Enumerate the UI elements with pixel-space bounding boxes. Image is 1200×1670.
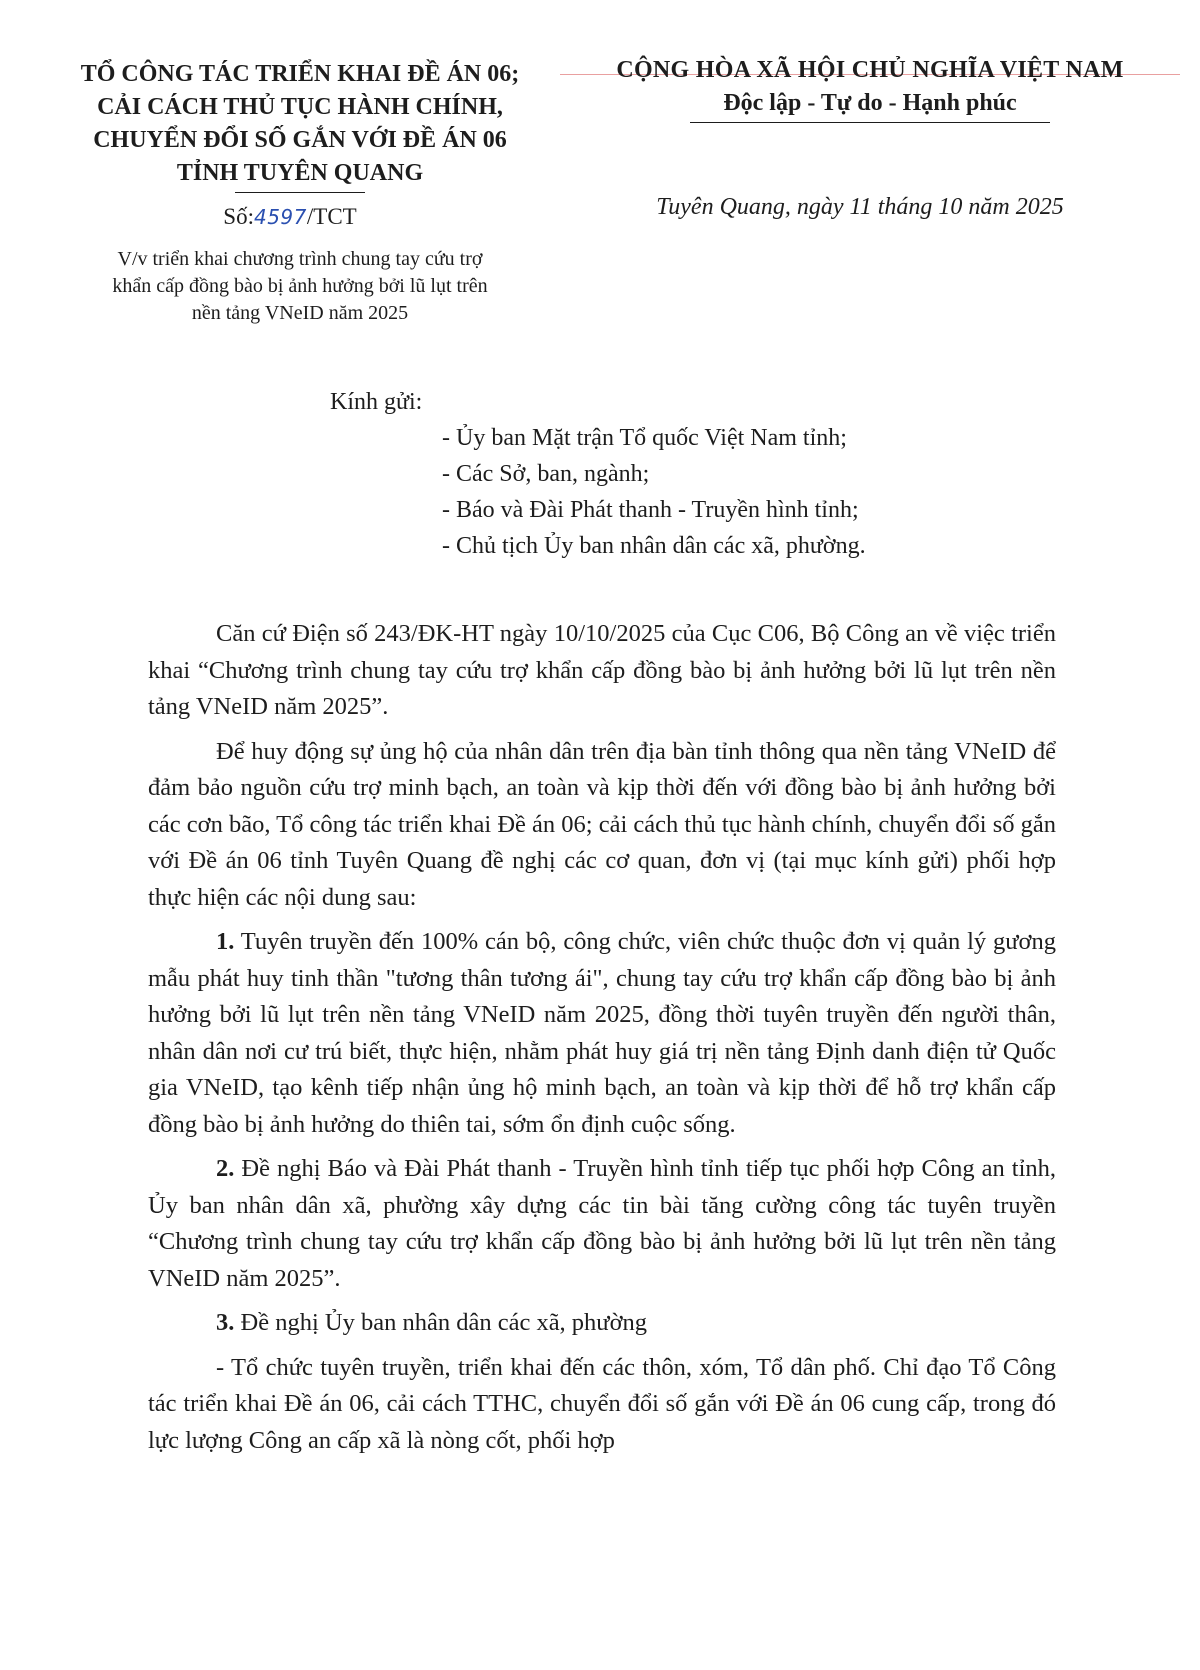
number-suffix: /TCT — [306, 204, 357, 229]
number-handwritten: 4597 — [253, 205, 307, 229]
national-motto: Độc lập - Tự do - Hạnh phúc — [723, 90, 1017, 116]
nation-title: CỘNG HÒA XÃ HỘI CHỦ NGHĨA VIỆT NAM — [616, 57, 1124, 83]
body-paragraph: Để huy động sự ủng hộ của nhân dân trên địa bàn tỉnh thông qua nền tảng VNeID để đảm bảo nguồn cứu trợ minh bạch, an toàn và kịp thời đến với đồng bào bị ảnh hưởng bởi các cơn bão, Tổ công tác triển khai Đề án 06; cải cách thủ tục hành chính, chuyển đổi số gắn với Đề án 06 tỉnh Tuyên Quang đề nghị các cơ quan, đơn vị (tại mục kính gửi) phối hợp thực hiện các nội dung sau: — [148, 737, 1056, 911]
national-header — [580, 52, 1160, 123]
body-paragraph: Căn cứ Điện số 243/ĐK-HT ngày 10/10/2025 của Cục C06, Bộ Công an về việc triển khai “Chương trình chung tay cứu trợ khẩn cấp đồng bào bị ảnh hưởng bởi lũ lụt trên nền tảng VNeID năm 2025”. — [148, 620, 1056, 720]
document-number — [20, 202, 560, 232]
number-prefix: Số: — [223, 204, 254, 229]
issuing-organization — [20, 58, 580, 193]
recipient-item: - Chủ tịch Ủy ban nhân dân các xã, phường. — [442, 533, 866, 559]
item-text: Tuyên truyền đến 100% cán bộ, công chức, viên chức thuộc đơn vị quản lý gương mẫu phát huy tinh thần "tương thân tương ái", chung tay cứu trợ khẩn cấp đồng bào bị ảnh hưởng bởi lũ lụt trên nền tảng VNeID năm 2025, đồng thời tuyên truyền đến người thân, nhân dân nơi cư trú biết, thực hiện, nhằm phát huy giá trị nền tảng Định danh điện tử Quốc gia VNeID, tạo kênh tiếp nhận ủng hộ minh bạch, an toàn và kịp thời để hỗ trợ khẩn cấp đồng bào bị ảnh hưởng do thiên tai, sớm ổn định cuộc sống. — [148, 928, 1056, 1138]
body-paragraph-item-2 — [148, 1151, 1056, 1297]
body-paragraph-item-1 — [148, 924, 1056, 1143]
recipient-item: - Các Sở, ban, ngành; — [442, 461, 650, 487]
recipient-item: - Ủy ban Mặt trận Tổ quốc Việt Nam tỉnh; — [442, 425, 847, 451]
recipients-label: Kính gửi: — [330, 389, 423, 415]
item-text: Đề nghị Báo và Đài Phát thanh - Truyền hình tỉnh tiếp tục phối hợp Công an tỉnh, Ủy ban nhân dân xã, phường xây dựng các tin bài tăng cường công tác tuyên truyền “Chương trình chung tay cứu trợ khẩn cấp đồng bào bị ảnh hưởng bởi lũ lụt trên nền tảng VNeID năm 2025”. — [148, 1155, 1056, 1292]
org-line: TỈNH TUYÊN QUANG — [176, 160, 424, 186]
body-paragraph: - Tổ chức tuyên truyền, triển khai đến các thôn, xóm, Tổ dân phố. Chỉ đạo Tổ Công tác triển khai Đề án 06, cải cách TTHC, chuyển đổi số gắn với Đề án 06 cung cấp, trong đó lực lượng Công an cấp xã là nòng cốt, phối hợp — [148, 1353, 1056, 1454]
item-number: 1. — [216, 928, 235, 955]
motto-underline — [690, 122, 1050, 123]
org-line: CHUYỂN ĐỔI SỐ GẮN VỚI ĐỀ ÁN 06 — [93, 127, 507, 153]
recipients-list — [330, 420, 1130, 564]
body-paragraph-item-3 — [148, 1305, 1056, 1342]
document-subject — [20, 246, 580, 327]
item-number: 3. — [216, 1309, 235, 1336]
org-line: CẢI CÁCH THỦ TỤC HÀNH CHÍNH, — [97, 94, 503, 120]
recipients-block — [330, 384, 1130, 564]
recipient-item: - Báo và Đài Phát thanh - Truyền hình tỉnh; — [442, 497, 859, 523]
item-number: 2. — [216, 1155, 235, 1182]
subject-line: khẩn cấp đồng bào bị ảnh hưởng bởi lũ lụt trên — [112, 275, 488, 297]
org-underline — [235, 192, 365, 193]
subject-line: nền tảng VNeID năm 2025 — [191, 302, 409, 324]
subject-line: V/v triển khai chương trình chung tay cứu trợ — [117, 248, 483, 270]
issue-date: Tuyên Quang, ngày 11 tháng 10 năm 2025 — [656, 194, 1064, 220]
item-text: Đề nghị Ủy ban nhân dân các xã, phường — [240, 1309, 648, 1336]
document-body — [148, 616, 1056, 1467]
org-line: TỔ CÔNG TÁC TRIỂN KHAI ĐỀ ÁN 06; — [80, 61, 520, 87]
